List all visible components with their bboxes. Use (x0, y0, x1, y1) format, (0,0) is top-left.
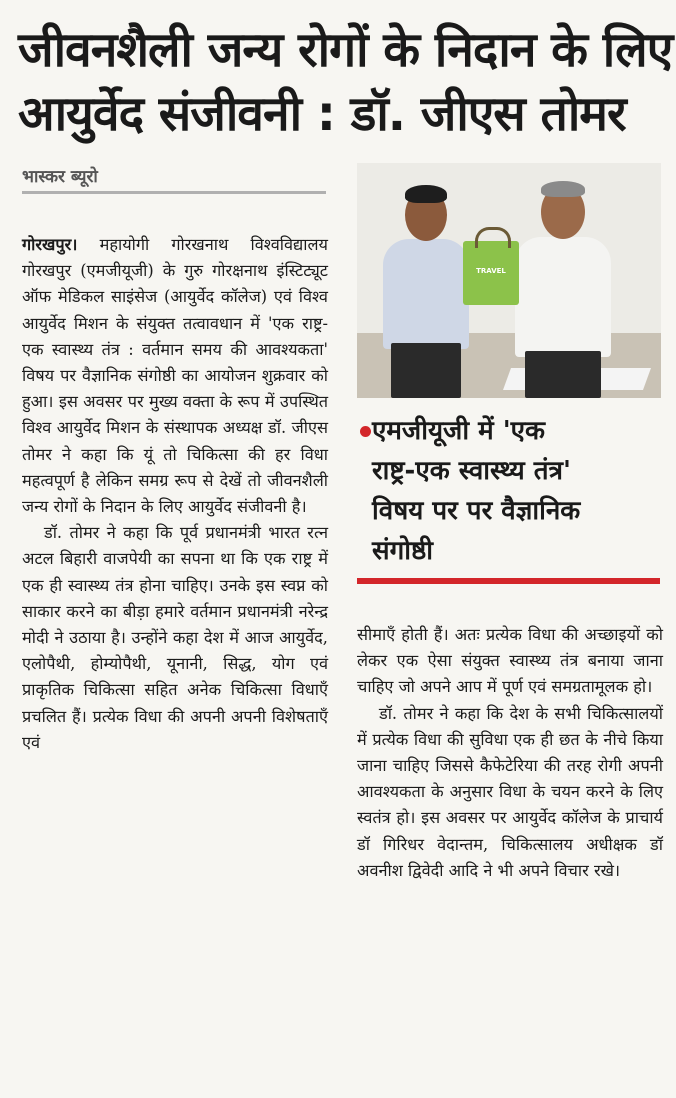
gift-bag (463, 241, 519, 305)
gift-bag-handle (475, 227, 511, 248)
person-left-trousers (391, 343, 461, 398)
caption-line-2: राष्ट्र-एक स्वास्थ्य तंत्र' (372, 456, 571, 486)
person-right-trousers (525, 351, 601, 398)
person-left-hair (405, 185, 447, 203)
headline-line-2: आयुर्वेद संजीवनी : डॉ. जीएस तोमर (18, 86, 626, 142)
photo-person-right (507, 181, 627, 398)
article-paragraph-4: डॉ. तोमर ने कहा कि देश के सभी चिकित्सालयों में प्रत्येक विधा की सुविधा एक ही छत के नीचे किया जाना चाहिए जिससे कैफेटेरिया की तरह रोगी अपनी आवश्यकता के अनुसार विधा के चयन करने के लिए स्वतंत्र हो। इस अवसर पर आयुर्वेद कॉलेज के प्राचार्य डॉ गिरिधर वेदान्तम, चिकित्सालय अधीक्षक डॉ अवनीश द्विवेदी आदि ने भी अपने विचार रखे। (357, 703, 663, 880)
dateline: गोरखपुर। (22, 235, 78, 254)
caption-divider (357, 578, 660, 584)
person-right-shirt (515, 237, 611, 357)
article-column-1 (22, 232, 328, 756)
news-photo (357, 163, 661, 398)
gift-bag-label: TRAVEL (476, 267, 506, 275)
person-right-hair (541, 181, 585, 197)
caption-line-3: विषय पर पर वैज्ञानिक (372, 496, 581, 526)
article-paragraph-1 (22, 232, 328, 520)
photo-caption (372, 411, 662, 571)
headline-line-1: जीवनशैली जन्य रोगों के निदान के लिए (18, 22, 673, 78)
caption-line-4: संगोष्ठी (372, 536, 433, 566)
headline (18, 18, 673, 146)
caption-line-1: एमजीयूजी में 'एक (372, 416, 546, 446)
person-left-shirt (383, 239, 469, 349)
article-paragraph-2: डॉ. तोमर ने कहा कि पूर्व प्रधानमंत्री भारत रत्न अटल बिहारी वाजपेयी का सपना था कि एक राष्ट्र में एक ही स्वास्थ्य तंत्र होना चाहिए। उनके इस स्वप्न को साकार करने का बीड़ा हमारे वर्तमान प्रधानमंत्री नरेन्द्र मोदी ने उठाया है। उन्होंने कहा देश में आज आयुर्वेद, एलोपैथी, होम्योपैथी, यूनानी, सिद्ध, योग एवं प्राकृतिक चिकित्सा सहित अनेक चिकित्सा विधाएँ प्रचलित हैं। प्रत्येक विधा की अपनी अपनी विशेषताएँ एवं (22, 523, 328, 752)
article-column-2 (357, 622, 663, 884)
bullet-dot-icon (360, 426, 371, 437)
article-paragraph-3: सीमाएँ होती हैं। अतः प्रत्येक विधा की अच्छाइयों को लेकर एक ऐसा संयुक्त स्वास्थ्य तंत्र बनाया जाना चाहिए जो अपने आप में पूर्ण एवं समग्रतामूलक हो। (357, 625, 663, 697)
byline: भास्कर ब्यूरो (22, 164, 326, 194)
article-paragraph-1-text: महायोगी गोरखनाथ विश्वविद्यालय गोरखपुर (एमजीयूजी) के गुरु गोरक्षनाथ इंस्टिट्यूट ऑफ मेडिकल साइंसेज (आयुर्वेद कॉलेज) एवं विश्व आयुर्वेद मिशन के संयुक्त तत्वावधान में 'एक राष्ट्र-एक स्वास्थ्य तंत्र : वर्तमान समय की आवश्यकता' विषय पर वैज्ञानिक संगोष्ठी का आयोजन शुक्रवार को हुआ। इस अवसर पर मुख्य वक्ता के रूप में उपस्थित विश्व आयुर्वेद मिशन के संस्थापक अध्यक्ष डॉ. जीएस तोमर ने कहा कि यूं तो चिकित्सा की हर विधा महत्वपूर्ण है लेकिन समग्र रूप से देखें तो जीवनशैली जन्य रोगों के निदान के लिए आयुर्वेद संजीवनी है। (22, 235, 328, 517)
